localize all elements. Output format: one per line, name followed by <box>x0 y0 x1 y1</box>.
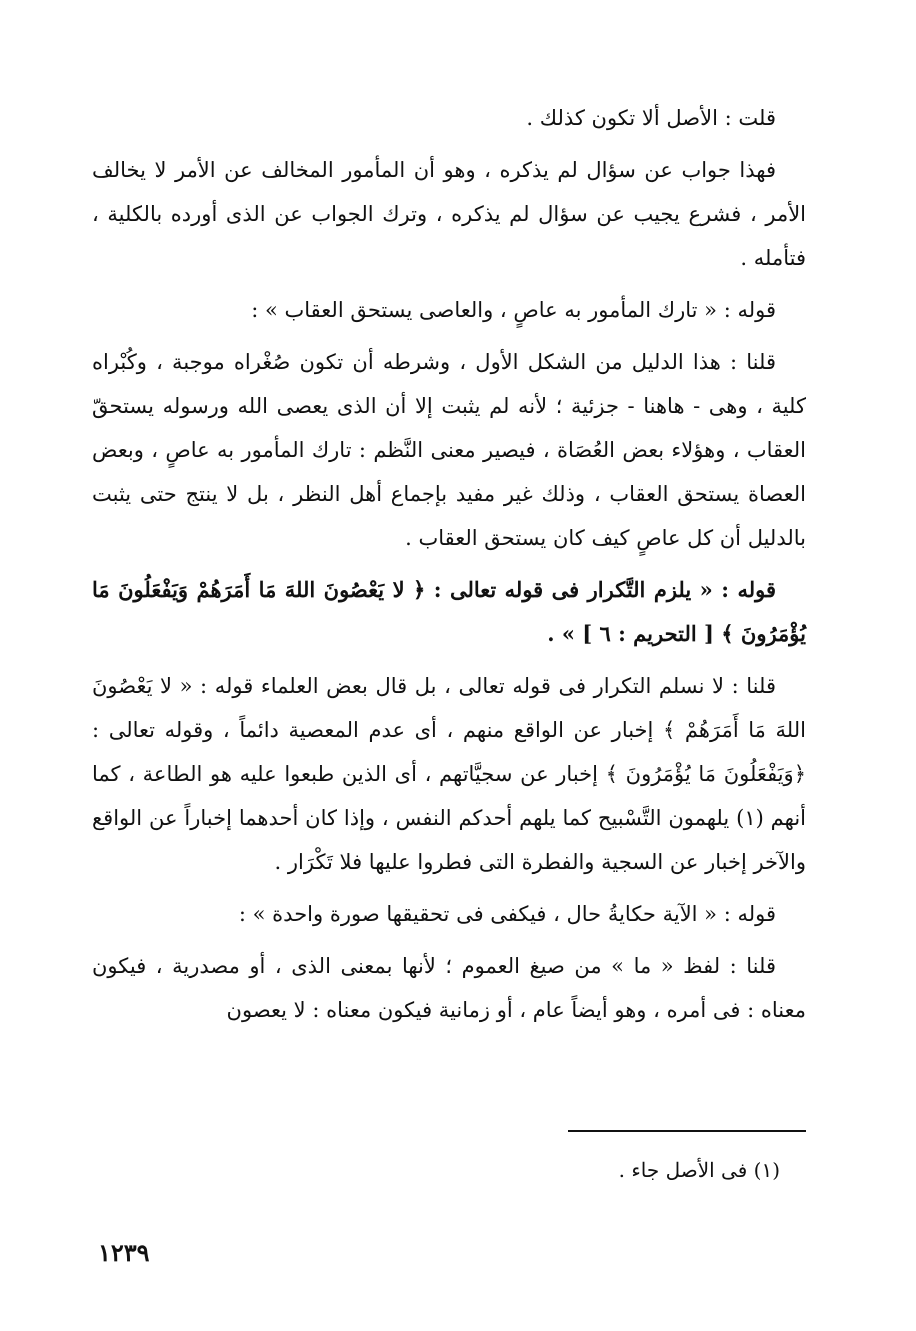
page-number: ١٢٣٩ <box>98 1238 150 1267</box>
paragraph: قلت : الأصل ألا تكون كذلك . <box>526 106 776 130</box>
paragraph: قلنا : هذا الدليل من الشكل الأول ، وشرطه أن تكون صُغْراه موجبة ، وكُبْراه كلية ، وهى - هاهنا - جزئية ؛ لأنه لم يثبت إلا أن الذى يعصى الله ورسوله يستحقّ العقاب ، وهؤلاء بعض العُصَاة ، فيصير معنى النَّظم : تارك المأمور به عاصٍ ، وبعض العصاة يستحق العقاب ، وذلك غير مفيد بإجماع أهل النظر ، بل لا ينتج حتى يثبت بالدليل أن كل عاصٍ كيف كان يستحق العقاب . <box>92 350 806 550</box>
footnote: (١) فى الأصل جاء . <box>618 1158 780 1182</box>
paragraph: قوله : « الآية حكايةُ حال ، فيكفى فى تحقيقها صورة واحدة » : <box>238 902 776 926</box>
paragraph: قلنا : لفظ « ما » من صيغ العموم ؛ لأنها بمعنى الذى ، أو مصدرية ، فيكون معناه : فى أمره ، وهو أيضاً عام ، أو زمانية فيكون معناه : لا يعصون <box>92 954 806 1022</box>
paragraph: قوله : « تارك المأمور به عاصٍ ، والعاصى يستحق العقاب » : <box>251 298 776 322</box>
paragraph: قوله : « يلزم التَّكرار فى قوله تعالى : ﴿ لا يَعْصُونَ اللهَ مَا أَمَرَهُمْ وَيَفْعَلُونَ مَا يُؤْمَرُونَ ﴾ [ التحريم : ٦ ] » . <box>92 577 806 646</box>
footnote-divider <box>568 1130 806 1132</box>
paragraph: قلنا : لا نسلم التكرار فى قوله تعالى ، بل قال بعض العلماء قوله : « لا يَعْصُونَ اللهَ مَا أَمَرَهُمْ ﴾ إخبار عن الواقع منهم ، أى عدم المعصية دائماً ، وقوله تعالى : ﴿وَيَفْعَلُونَ مَا يُؤْمَرُونَ ﴾ إخبار عن سجيَّاتهم ، أى الذين طبعوا عليه هو الطاعة ، كما أنهم (١) يلهمون التَّسْبيح كما يلهم أحدكم النفس ، وإذا كان أحدهما إخباراً عن الواقع والآخر إخبار عن السجية والفطرة التى فطروا عليها فلا تَكْرَار . <box>92 674 807 874</box>
body-text <box>92 96 806 1040</box>
paragraph: فهذا جواب عن سؤال لم يذكره ، وهو أن المأمور المخالف عن الأمر لا يخالف الأمر ، فشرع يجيب عن سؤال لم يذكره ، وترك الجواب عن الذى أورده بالكلية ، فتأمله . <box>92 158 806 270</box>
